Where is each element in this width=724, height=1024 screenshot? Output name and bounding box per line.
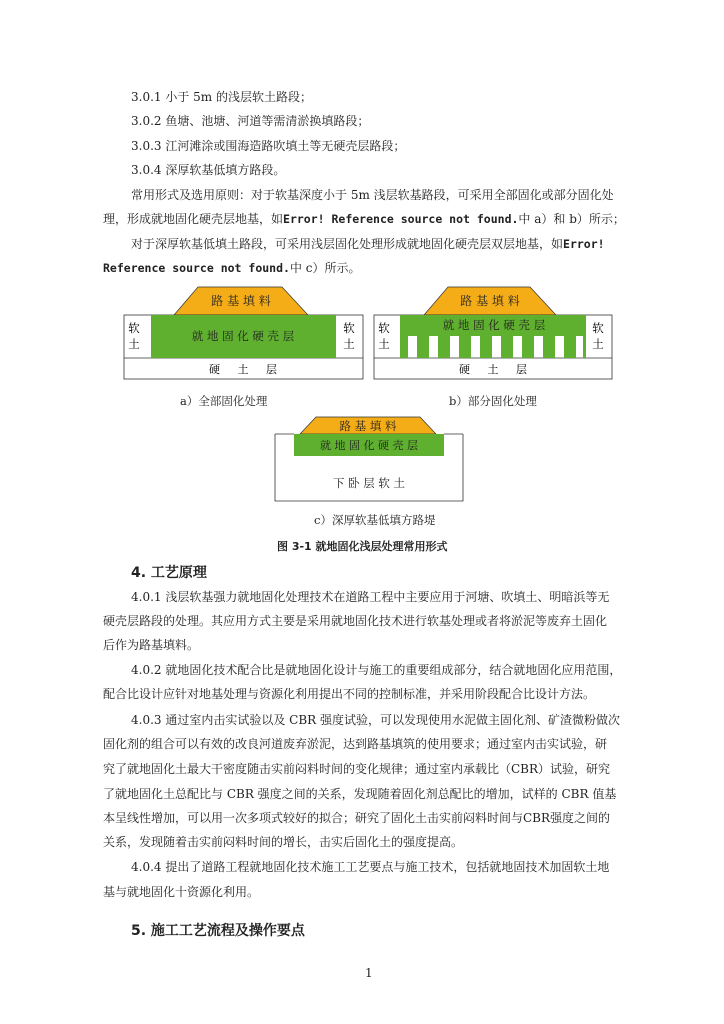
hard-label-a: 硬 土 层 [209,363,277,376]
crust-label-a: 就 地 固 化 硬 壳 层 [191,329,295,343]
s4-p4-l1: 4.0.4 提出了道路工程就地固化技术施工工艺要点与施工技术，包括就地固技术加固软土地 [131,860,610,874]
item-3-0-3: 3.0.3 江河滩涂或围海造路吹填土等无硬壳层路段； [131,139,406,153]
soft-left-b1: 软 [378,321,390,335]
soft-right-b1: 软 [592,321,604,335]
forms-line-4 [103,260,360,276]
forms-line-2 [103,211,625,227]
item-3-0-4: 3.0.4 深厚软基低填方路段。 [131,163,286,177]
s4-p3-l3: 究了就地固化土最大干密度随击实前闷料时间的变化规律；通过室内承载比（CBR）试验，研究 [103,762,611,776]
caption-a: a）全部固化处理 [180,394,268,408]
diagram-a [124,287,363,379]
soft-left-b2: 土 [378,337,390,351]
s4-p3-l6: 关系，发现随着击实前闷料时间的增长，击实后固化土的强度提高。 [103,835,464,849]
ref-error-2a: Error! [563,237,605,251]
s4-p1-l1: 4.0.1 浅层软基强力就地固化处理技术在道路工程中主要应用于河塘、吹填土、明暗浜等无 [131,590,610,604]
fill-label-a: 路 基 填 料 [211,294,271,308]
forms-line-4-b: 中 c）所示。 [289,261,361,275]
s4-p2-l1: 4.0.2 就地固化技术配合比是就地固化设计与施工的重要组成部分，结合就地固化应用范围， [131,663,622,677]
figure-c [270,414,470,506]
ref-error-1: Error! Reference source not found. [283,212,519,226]
crust-label-b: 就 地 固 化 硬 壳 层 [442,318,546,332]
forms-line-3-a: 对于深厚软基低填土路段，可采用浅层固化处理形成就地固化硬壳层双层地基，如 [131,237,564,251]
soft-right-a1: 软 [343,321,355,335]
item-3-0-2: 3.0.2 鱼塘、池塘、河道等需清淤换填路段； [131,114,370,128]
caption-c: c）深厚软基低填方路堤 [314,513,436,527]
figure-ab [118,282,618,388]
s4-p3-l2: 固化剂的组合可以有效的改良河道废弃淤泥，达到路基填筑的使用要求；通过室内击实试验，研 [103,737,608,751]
ref-error-2b: Reference source not found. [103,261,290,275]
diagram-b [374,287,612,379]
s4-p1-l3: 后作为路基填料。 [103,638,200,652]
fill-label-b: 路 基 填 料 [460,294,520,308]
s4-p4-l2: 基与就地固化十资源化利用。 [103,885,260,899]
forms-line-2-a: 理，形成就地固化硬壳层地基，如 [103,212,284,226]
s4-p3-l5: 本呈线性增加，可以用一次多项式较好的拟合；研究了固化土击实前闷料时间与CBR强度之间的 [103,811,611,825]
forms-line-2-b: 中 a）和 b）所示； [518,212,625,226]
soft-right-b2: 土 [592,337,604,351]
forms-line-3 [131,236,605,252]
item-3-0-1: 3.0.1 小于 5m 的浅层软土路段； [131,90,312,104]
section-4-title: 4. 工艺原理 [131,565,207,581]
page-number: 1 [365,966,373,980]
lower-label-c: 下 卧 层 软 土 [332,476,406,490]
section-5-title: 5. 施工工艺流程及操作要点 [131,923,305,939]
soft-left-a1: 软 [128,321,140,335]
fill-label-c: 路 基 填 料 [339,419,397,433]
hard-label-b: 硬 土 层 [459,363,527,376]
caption-b: b）部分固化处理 [449,394,537,408]
forms-line-1: 常用形式及选用原则：对于软基深度小于 5m 浅层软基路段，可采用全部固化或部分固化处 [131,188,614,202]
s4-p1-l2: 硬壳层路段的处理。其应用方式主要是采用就地固化技术进行软基处理或者将淤泥等废弃土固化 [103,614,608,628]
s4-p3-l1: 4.0.3 通过室内击实试验以及 CBR 强度试验，可以发现使用水泥做主固化剂、矿渣微粉做次 [131,713,621,727]
soft-right-a2: 土 [343,337,355,351]
s4-p2-l2: 配合比设计应针对地基处理与资源化利用提出不同的控制标准，并采用阶段配合比设计方法。 [103,687,596,701]
crust-label-c: 就 地 固 化 硬 壳 层 [320,439,418,452]
soft-left-a2: 土 [128,337,140,351]
figure-title: 图 3-1 就地固化浅层处理常用形式 [277,540,448,553]
s4-p3-l4: 了就地固化土总配比与 CBR 强度之间的关系，发现随着固化剂总配比的增加，试样的 CBR 值基 [103,787,617,801]
